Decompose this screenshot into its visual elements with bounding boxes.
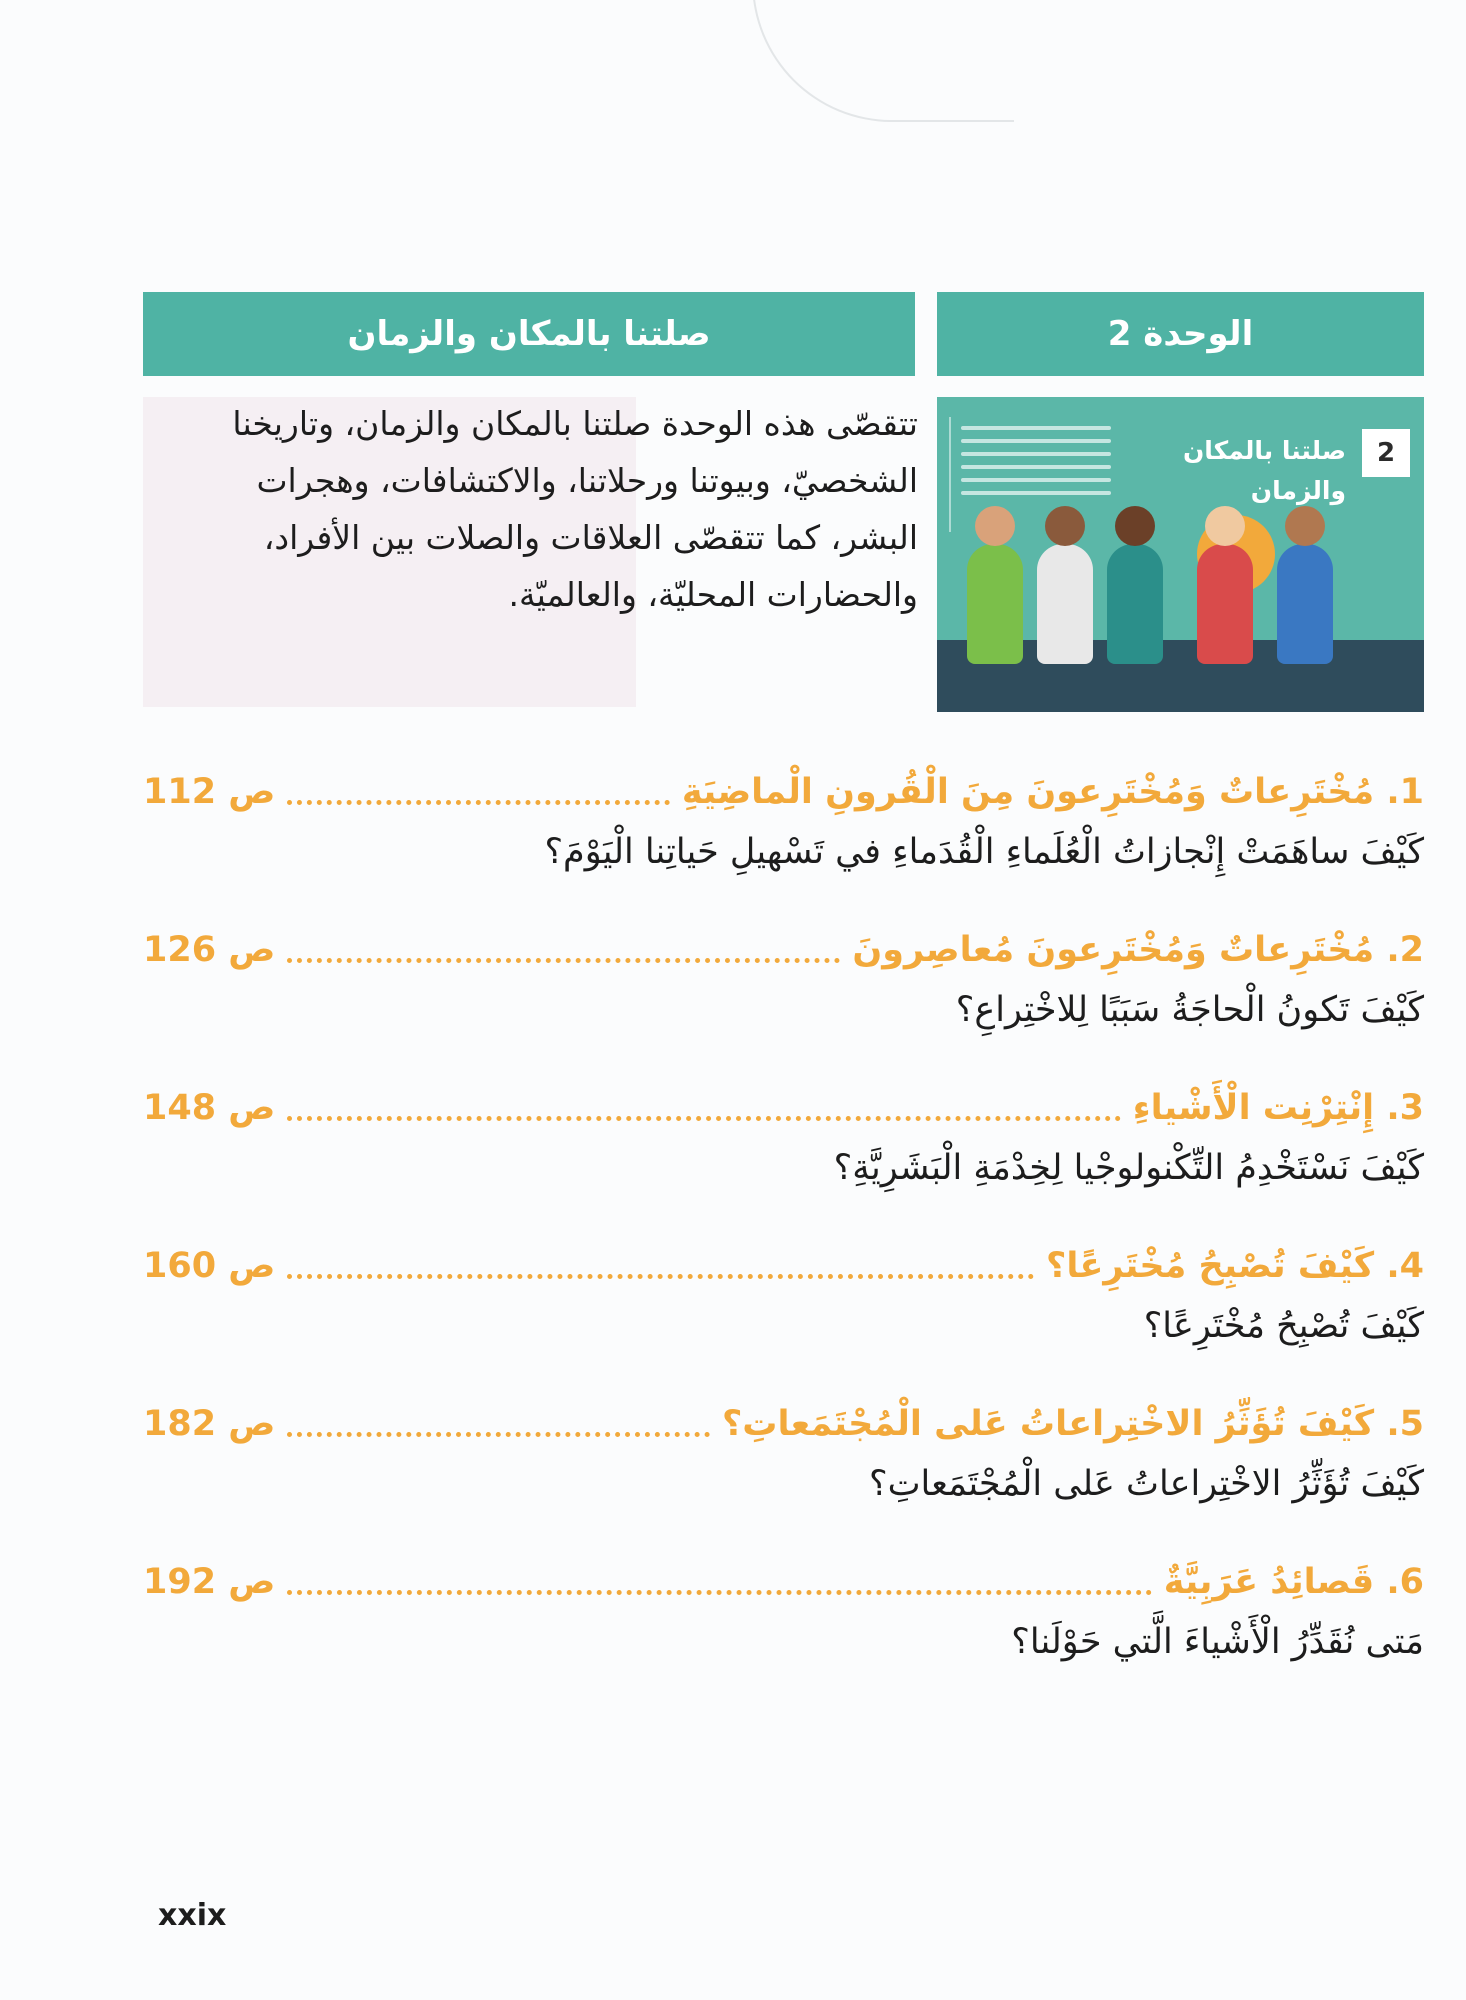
toc-entry[interactable] [143, 1398, 1424, 1514]
kid-head [1205, 506, 1245, 546]
toc-page-number[interactable]: ص 192 [143, 1562, 276, 1602]
toc-dot-leader [287, 1116, 1120, 1121]
decorative-arc [752, 0, 1014, 122]
unit-description: تتقصّى هذه الوحدة صلتنا بالمكان والزمان، وتاريخنا الشخصيّ، وبيوتنا ورحلاتنا، والاكتشافات، وهجرات البشر، كما تتقصّى العلاقات والصلات بين الأفراد، والحضارات المحليّة، والعالميّة. [232, 404, 918, 614]
toc-dot-leader [287, 800, 669, 805]
toc-dot-leader [287, 1432, 710, 1437]
toc-entry-title[interactable]: 3. إِنْتِرْنِت الْأَشْياءِ [1132, 1088, 1424, 1128]
toc-entry-title[interactable]: 6. قَصائِدُ عَرَبِيَّةٌ [1163, 1562, 1424, 1602]
unit-cover-image [937, 397, 1424, 712]
toc-entry[interactable] [143, 924, 1424, 1040]
toc-question: كَيْفَ ساهَمَتْ إِنْجازاتُ الْعُلَماءِ الْقُدَماءِ في تَسْهيلِ حَياتِنا الْيَوْمَ؟ [544, 832, 1424, 872]
toc-entry-title[interactable]: 5. كَيْفَ تُؤَثِّرُ الاخْتِراعاتُ عَلى الْمُجْتَمَعاتِ؟ [721, 1404, 1424, 1444]
toc-entry[interactable] [143, 766, 1424, 882]
toc-page-number[interactable]: ص 148 [143, 1088, 276, 1128]
kid-figure [967, 544, 1023, 664]
toc-question: كَيْفَ نَسْتَخْدِمُ التِّكْنولوجْيا لِخِدْمَةِ الْبَشَرِيَّةِ؟ [833, 1148, 1424, 1188]
toc-dot-leader [287, 1274, 1034, 1279]
kid-head [1045, 506, 1085, 546]
toc-entry-title[interactable]: 4. كَيْفَ تُصْبِحُ مُخْتَرِعًا؟ [1046, 1246, 1424, 1286]
toc-entry[interactable] [143, 1082, 1424, 1198]
toc-question: مَتى نُقَدِّرُ الْأَشْياءَ الَّتي حَوْلَنا؟ [1011, 1622, 1424, 1662]
toc-page-number[interactable]: ص 112 [143, 772, 276, 812]
toc-question: كَيْفَ تَكونُ الْحاجَةُ سَبَبًا لِلاخْتِراعِ؟ [955, 990, 1424, 1030]
kid-head [1285, 506, 1325, 546]
toc-entry[interactable] [143, 1240, 1424, 1356]
toc-page-number[interactable]: ص 182 [143, 1404, 276, 1444]
page-number: xxix [158, 1898, 227, 1933]
unit-header: الوحدة 2 [937, 292, 1424, 376]
toc-question: كَيْفَ تُؤَثِّرُ الاخْتِراعاتُ عَلى الْمُجْتَمَعاتِ؟ [869, 1464, 1424, 1504]
toc-dot-leader [287, 1590, 1151, 1595]
cover-text-panel [949, 417, 1121, 532]
cover-unit-badge: 2 [1362, 429, 1410, 477]
cover-title: صلتنا بالمكان والزمان [1182, 436, 1346, 505]
toc-entry-title[interactable]: 2. مُخْتَرِعاتٌ وَمُخْتَرِعونَ مُعاصِرونَ [852, 930, 1424, 970]
kid-figure [1277, 544, 1333, 664]
toc-page-number[interactable]: ص 126 [143, 930, 276, 970]
kid-head [1115, 506, 1155, 546]
unit-title-header: صلتنا بالمكان والزمان [143, 292, 915, 376]
toc-entry-title[interactable]: 1. مُخْتَرِعاتٌ وَمُخْتَرِعونَ مِنَ الْقُرونِ الْماضِيَةِ [681, 772, 1424, 812]
toc-dot-leader [287, 958, 840, 963]
kid-figure [1037, 544, 1093, 664]
kid-figure [1197, 544, 1253, 664]
toc-entry[interactable] [143, 1556, 1424, 1672]
toc-question: كَيْفَ تُصْبِحُ مُخْتَرِعًا؟ [1143, 1306, 1424, 1346]
kid-head [975, 506, 1015, 546]
toc-page-number[interactable]: ص 160 [143, 1246, 276, 1286]
kid-figure [1107, 544, 1163, 664]
